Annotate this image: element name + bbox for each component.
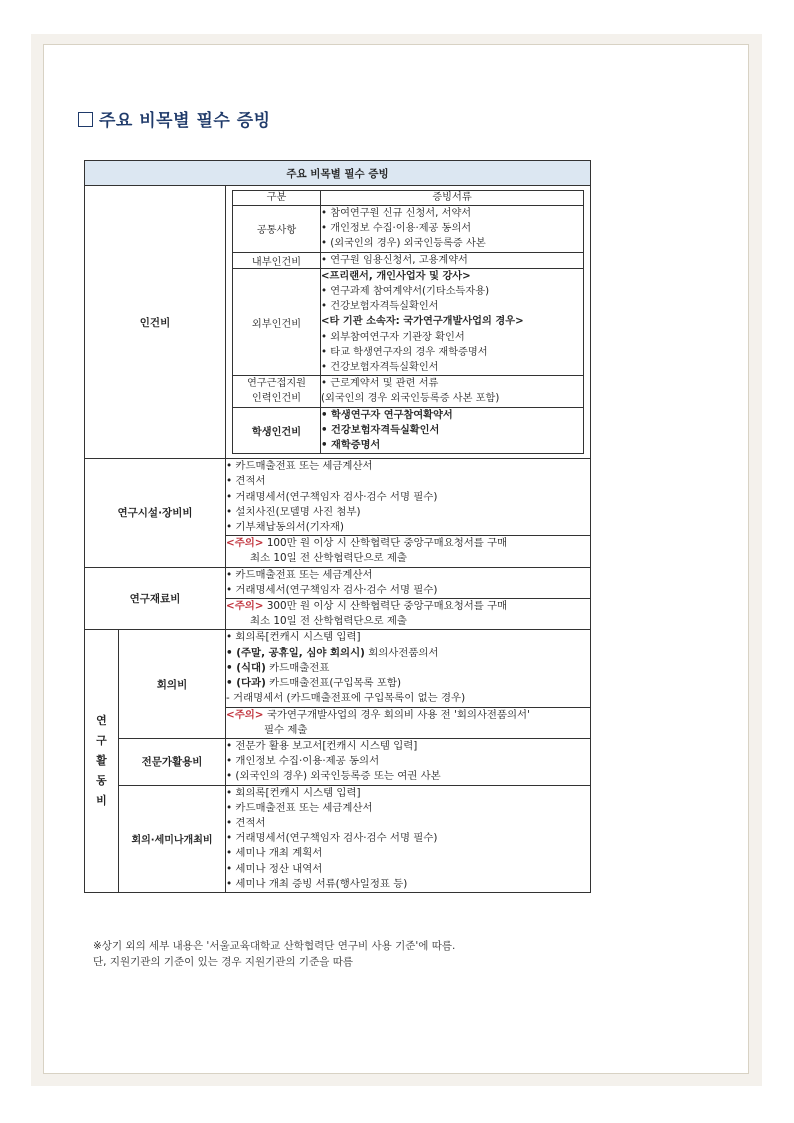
category-activity-label [85,711,118,811]
checkbox-square-icon [78,112,93,127]
note-text-cont: 필수 제출 [264,723,308,736]
category-activity-char: 비 [96,794,107,808]
list-item: • 타교 학생연구자의 경우 재학증명서 [321,346,488,358]
list-item: • 외부참여연구자 기관장 확인서 [321,331,465,343]
materials-docs [226,567,591,598]
materials-note [226,599,591,630]
category-activity [85,630,119,892]
list-item: • 개인정보 수집·이용·제공 동의서 [226,755,380,768]
row-type-external: 외부인건비 [233,268,321,375]
personnel-subtable-cell [226,186,591,459]
equipment-note [226,536,591,567]
meeting-note [226,707,591,738]
list-item: • 건강보험자격득실확인서 [321,424,440,436]
list-item [226,661,590,676]
list-item: • 세미나 개최 증빙 서류(행사일정표 등) [226,877,408,890]
row-type-support-line2: 인력인건비 [251,393,302,405]
list-item: - 거래명세서 (카드매출전표에 구입목록이 없는 경우) [226,692,466,705]
subcategory-expert: 전문가활용비 [119,738,226,785]
category-equipment: 연구시설·장비비 [85,459,226,567]
list-item: • 설치사진(모델명 사진 첨부) [226,505,361,518]
list-item: • 회의록[컨캐시 시스템 입력] [226,786,361,799]
list-item: • 재학증명서 [321,440,381,452]
row-docs-common [321,206,584,253]
row-type-student: 학생인건비 [233,407,321,454]
category-activity-char: 연 [96,714,107,728]
list-item [226,676,590,691]
table-caption: 주요 비목별 필수 증빙 [85,161,591,186]
footnote-line: 단, 지원기관의 기준이 있는 경우 지원기관의 기준을 따름 [93,956,353,968]
list-item-bold: • (주말, 공휴일, 심야 회의시) [226,646,365,659]
list-item: • 거래명세서(연구책임자 검사·검수 서명 필수) [226,490,438,503]
list-item [226,646,590,661]
note-text-cont: 최소 10일 전 산학협력단으로 제출 [250,552,407,565]
category-activity-char: 구 [96,734,107,748]
row-type-support-line1: 연구근접지원 [246,378,307,390]
list-item: • 건강보험자격득실확인서 [321,301,439,313]
subcategory-meeting: 회의비 [119,630,226,738]
row-type-internal: 내부인건비 [233,252,321,268]
list-item: • 카드매출전표 또는 세금계산서 [226,801,373,814]
list-item: • 거래명세서(연구책임자 검사·검수 서명 필수) [226,832,438,845]
row-docs-external [321,268,584,375]
personnel-subtable [232,190,584,454]
row-docs-student [321,407,584,454]
list-item: • 거래명세서(연구책임자 검사·검수 서명 필수) [226,583,438,596]
list-item: • 근로계약서 및 관련 서류 [321,378,439,390]
list-item: • 회의록[컨캐시 시스템 입력] [226,631,361,644]
evidence-table [84,160,591,893]
caution-tag: <주의> [226,708,264,721]
subtable-header-docs: 증빙서류 [321,191,584,206]
category-materials: 연구재료비 [85,567,226,630]
seminar-docs [226,785,591,892]
list-item: • 전문가 활용 보고서[컨캐시 시스템 입력] [226,739,418,752]
list-item: • 건강보험자격득실확인서 [321,362,439,374]
row-type-common: 공통사항 [233,206,321,253]
note-text: 100만 원 이상 시 산학협력단 중앙구매요청서를 구매 [266,537,508,550]
list-item: • 학생연구자 연구참여확약서 [321,409,453,421]
list-item: • 카드매출전표 또는 세금계산서 [226,460,373,473]
row-type-support [233,376,321,407]
subsection-heading: <프리랜서, 개인사업자 및 강사> [321,270,471,282]
note-text: 300만 원 이상 시 산학협력단 중앙구매요청서를 구매 [266,600,508,613]
list-item-bold: • (다과) [226,677,266,690]
list-item: (외국인의 경우 외국인등록증 사본 포함) [321,393,500,405]
section-heading-text: 주요 비목별 필수 증빙 [99,111,271,131]
list-item: • 세미나 개최 계획서 [226,847,323,860]
list-item: • 연구원 임용신청서, 고용계약서 [321,254,468,266]
list-item: • 세미나 정산 내역서 [226,862,323,875]
list-item: • 참여연구원 신규 신청서, 서약서 [321,208,472,219]
list-item-bold: • (식대) [226,661,266,674]
meeting-docs [226,630,591,707]
expert-docs [226,738,591,785]
note-text: 국가연구개발사업의 경우 회의비 사용 전 '회의사전품의서' [266,708,530,721]
footnote-line: ※상기 외의 세부 내용은 '서울교육대학교 산학협력단 연구비 사용 기준'에 따름. [93,940,456,952]
subsection-heading: <타 기관 소속자: 국가연구개발사업의 경우> [321,316,524,328]
subcategory-seminar: 회의·세미나개최비 [119,785,226,892]
section-heading [78,106,271,131]
list-item: • 견적서 [226,816,266,829]
row-docs-internal [321,252,584,268]
list-item-rest: 카드매출전표(구입목록 포함) [265,677,402,690]
caution-tag: <주의> [226,537,264,550]
list-item: • 기부채납동의서(기자재) [226,521,344,534]
list-item: • 견적서 [226,475,266,488]
list-item: • 연구과제 참여계약서(기타소득자용) [321,286,490,298]
note-text-cont: 최소 10일 전 산학협력단으로 제출 [250,615,407,628]
caution-tag: <주의> [226,600,264,613]
category-activity-char: 동 [96,774,107,788]
category-activity-char: 활 [96,754,107,768]
equipment-docs [226,459,591,536]
footnote [93,938,455,970]
list-item: • 개인정보 수집·이용·제공 동의서 [321,223,472,235]
list-item-rest: 회의사전품의서 [364,646,439,659]
list-item: • 카드매출전표 또는 세금계산서 [226,568,373,581]
list-item-rest: 카드매출전표 [265,661,330,674]
row-docs-support [321,376,584,407]
category-personnel: 인건비 [85,186,226,459]
list-item: • (외국인의 경우) 외국인등록증 또는 여권 사본 [226,770,441,783]
subtable-header-type: 구분 [233,191,321,206]
list-item: • (외국인의 경우) 외국인등록증 사본 [321,238,486,250]
